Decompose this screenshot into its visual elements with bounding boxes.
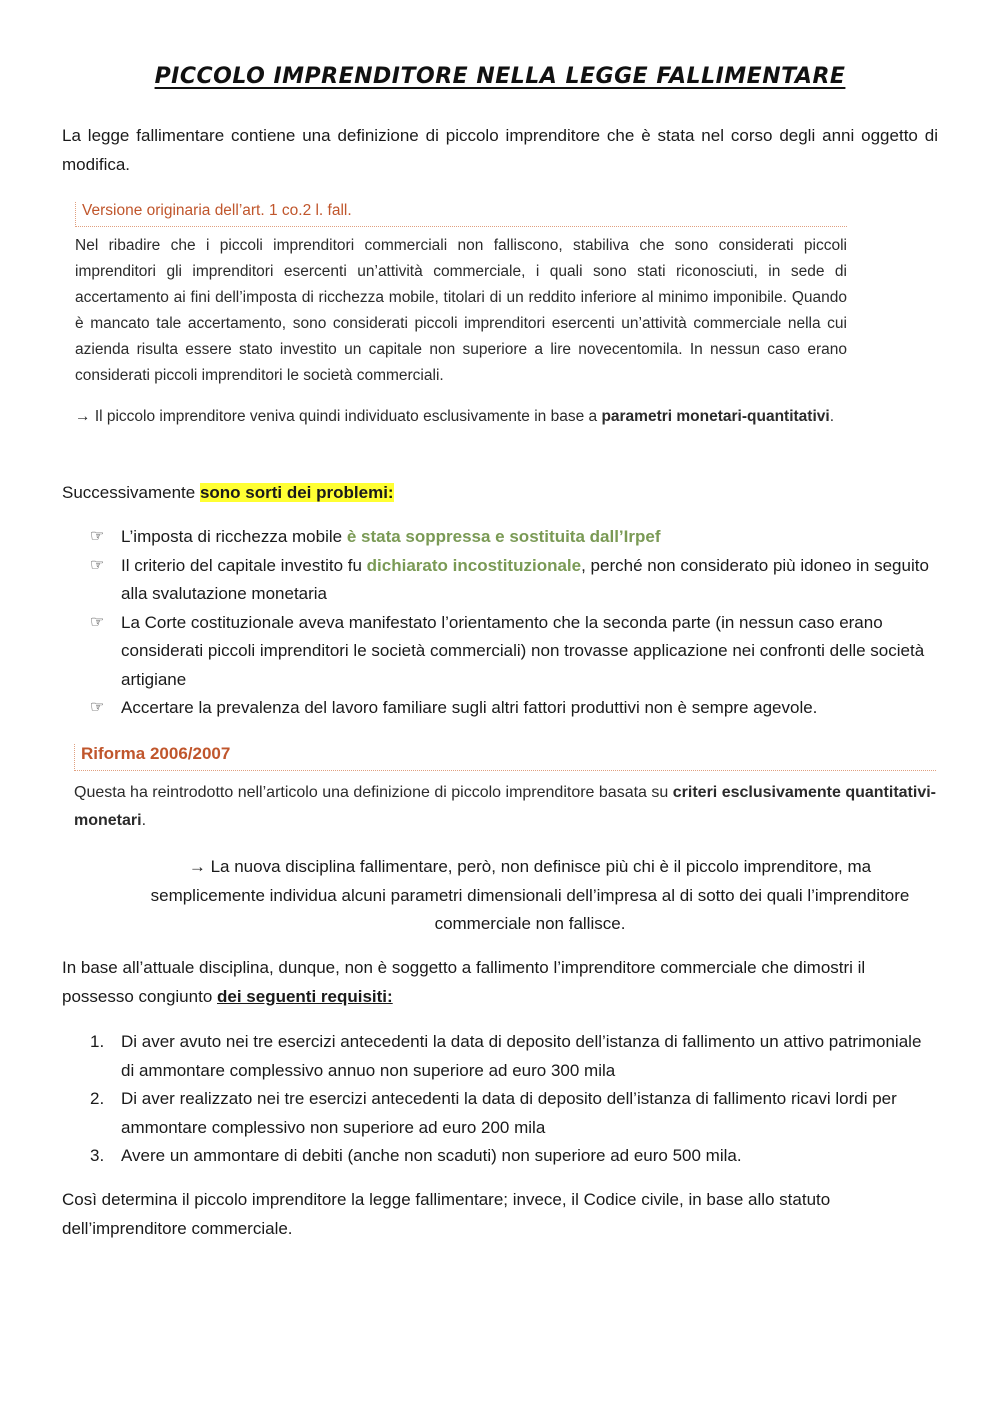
- problems-lead: Successivamente: [62, 483, 200, 502]
- list-item: 3. Avere un ammontare di debiti (anche non scaduti) non superiore ad euro 500 mila.: [90, 1146, 742, 1165]
- arrow-note: [138, 853, 922, 939]
- hand-pointer-icon: ☞: [90, 613, 105, 631]
- list-item: ☞ Il criterio del capitale investito fu dichiarato incostituzionale, perché non considerato più idoneo in seguito alla svalutazione monetaria: [90, 552, 940, 609]
- arrow-note-text: La nuova disciplina fallimentare, però, non definisce più chi è il piccolo imprenditore, ma semplicemente individua alcuni parametri dimensionali dell’impresa al di sotto dei quali l’imprenditore commerciale non fallisce.: [150, 857, 910, 933]
- box-reform-heading: Riforma 2006/2007: [74, 744, 936, 771]
- conclusion-bold: parametri monetari-quantitativi: [601, 408, 830, 425]
- problems-highlight: sono sorti dei problemi:: [199, 483, 394, 502]
- box-reform-text: Questa ha reintrodotto nell’articolo una definizione di piccolo imprenditore basata su criteri esclusivamente quantitativi-monetari.: [74, 784, 937, 829]
- box-original-text: Nel ribadire che i piccoli imprenditori commerciali non falliscono, stabiliva che sono considerati piccoli imprenditori gli imprenditori esercenti un’attività commerciale, i quali sono stati riconosciuti, in sede di accertamento ai fini dell’imposta di ricchezza mobile, titolari di un reddito inferiore al minimo imponibile. Quando è mancato tale accertamento, sono considerati piccoli imprenditori esercenti un’attività commerciale nella cui azienda risulta essere stato investito un capitale non superiore a lire novecentomila. In nessun caso erano considerati piccoli imprenditori le società commerciali.: [75, 237, 847, 384]
- requirements-list: [62, 1028, 938, 1171]
- conclusion-end: .: [829, 408, 834, 425]
- list-item: 2. Di aver realizzato nei tre esercizi antecedenti la data di deposito dell’istanza di fallimento ricavi lordi per ammontare complessivo non superiore ad euro 200 mila: [90, 1089, 897, 1137]
- list-item: ☞ La Corte costituzionale aveva manifestato l’orientamento che la seconda parte (in nessun caso erano considerati piccoli imprenditori le società commerciali) non trovasse applicazione nei confronti delle società artigiane: [90, 609, 940, 695]
- box-original-conclusion: [75, 404, 847, 430]
- requirements-lead-paragraph: In base all’attuale disciplina, dunque, non è soggetto a fallimento l’imprenditore commerciale che dimostri il possesso congiunto dei seguenti requisiti:: [62, 958, 866, 1006]
- page-title: PICCOLO IMPRENDITORE NELLA LEGGE FALLIMENTARE: [154, 64, 846, 89]
- list-item: 1. Di aver avuto nei tre esercizi antecedenti la data di deposito dell’istanza di fallimento un attivo patrimoniale di ammontare complessivo annuo non superiore ad euro 300 mila: [90, 1032, 922, 1080]
- closing-paragraph: Così determina il piccolo imprenditore la legge fallimentare; invece, il Codice civile, in base allo statuto dell’imprenditore commerciale.: [62, 1190, 831, 1238]
- list-item: ☞ L’imposta di ricchezza mobile è stata soppressa e sostituita dall’Irpef: [90, 523, 940, 552]
- box-original-heading: Versione originaria dell’art. 1 co.2 l. fall.: [75, 202, 847, 227]
- problems-list: [90, 523, 940, 723]
- conclusion-text: Il piccolo imprenditore veniva quindi individuato esclusivamente in base a: [94, 408, 598, 425]
- hand-pointer-icon: ☞: [90, 699, 105, 716]
- box-reform: [74, 744, 936, 835]
- hand-pointer-icon: ☞: [90, 528, 105, 545]
- box-original-version: [75, 202, 847, 430]
- hand-pointer-icon: ☞: [90, 556, 105, 574]
- arrow-right-icon: →: [75, 408, 91, 425]
- list-item: ☞ Accertare la prevalenza del lavoro familiare sugli altri fattori produttivi non è sempre agevole.: [90, 694, 940, 723]
- problems-lead-paragraph: [62, 479, 938, 508]
- arrow-right-icon: →: [188, 857, 206, 876]
- intro-paragraph: La legge fallimentare contiene una definizione di piccolo imprenditore che è stata nel corso degli anni oggetto di modifica.: [62, 126, 938, 174]
